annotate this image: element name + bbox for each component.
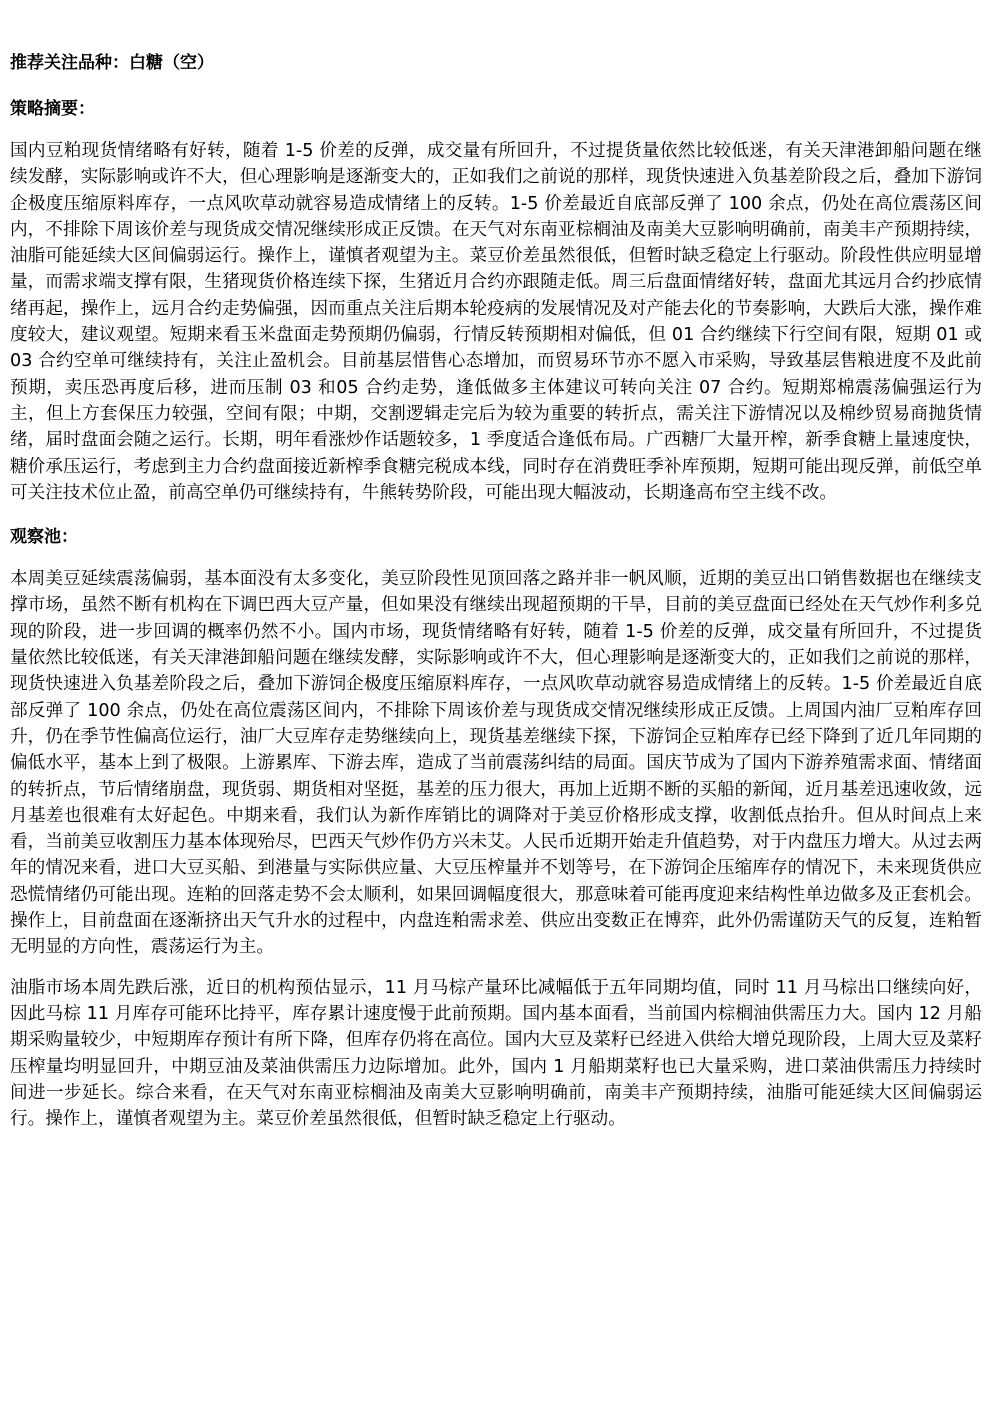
- document-page: [10, 50, 982, 1132]
- strategy-heading: 策略摘要：: [10, 99, 95, 119]
- watch-pool-heading: 观察池：: [10, 527, 78, 548]
- recommend-heading: [10, 50, 982, 76]
- watch-pool-paragraph-oils: 油脂市场本周先跌后涨，近日的机构预估显示，11 月马棕产量环比减幅低于五年同期均值，同时 11 月马棕出口继续向好，因此马棕 11 月库存可能环比持平，库存累计速度慢于此前预期。国内基本面看，当前国内棕榈油供需压力大。国内 12 月船期采购量较少，中短期库存预计有所下降，但库存仍将在高位。国内大豆及菜籽已经进入供给大增兑现阶段，上周大豆及菜籽压榨量均明显回升，中期豆油及菜油供需压力边际增加。此外，国内 1 月船期菜籽也已大量采购，进口菜油供需压力持续时间进一步延长。综合来看，在天气对东南亚棕榈油及南美大豆影响明确前，南美丰产预期持续，油脂可能延续大区间偏弱运行。操作上，谨慎者观望为主。菜豆价差虽然很低，但暂时缺乏稳定上行驱动。: [10, 977, 982, 1130]
- recommend-value: 白糖（空）: [129, 53, 214, 73]
- strategy-paragraph: 国内豆粕现货情绪略有好转，随着 1-5 价差的反弹，成交量有所回升，不过提货量依然比较低迷，有关天津港卸船问题在继续发酵，实际影响或许不大，但心理影响是逐渐变大的，正如我们之前说的那样，现货快速进入负基差阶段之后，叠加下游饲企极度压缩原料库存，一点风吹草动就容易造成情绪上的反转。1-5 价差最近自底部反弹了 100 余点，仍处在高位震荡区间内，不排除下周该价差与现货成交情况继续形成正反馈。在天气对东南亚棕榈油及南美大豆影响明确前，南美丰产预期持续，油脂可能延续大区间偏弱运行。操作上，谨慎者观望为主。菜豆价差虽然很低，但暂时缺乏稳定上行驱动。阶段性供应明显增量，而需求端支撑有限，生猪现货价格连续下探，生猪近月合约亦跟随走低。周三后盘面情绪好转，盘面尤其远月合约抄底情绪再起，操作上，远月合约走势偏强，因而重点关注后期本轮疫病的发展情况及对产能去化的节奏影响，大跌后大涨，操作难度较大，建议观望。短期来看玉米盘面走势预期仍偏弱，行情反转预期相对偏低，但 01 合约继续下行空间有限，短期 01 或 03 合约空单可继续持有，关注止盈机会。目前基层惜售心态增加，而贸易环节亦不愿入市采购，导致基层售粮进度不及此前预期，卖压恐再度后移，进而压制 03 和05 合约走势，逢低做多主体建议可转向关注 07 合约。短期郑棉震荡偏强运行为主，但上方套保压力较强，空间有限；中期，交割逻辑走完后为较为重要的转折点，需关注下游情况以及棉纱贸易商抛货情绪，届时盘面会随之运行。长期，明年看涨炒作话题较多，1 季度适合逢低布局。广西糖厂大量开榨，新季食糖上量速度快，糖价承压运行，考虑到主力合约盘面接近新榨季食糖完税成本线，同时存在消费旺季补库预期，短期可能出现反弹，前低空单可关注技术位止盈，前高空单仍可继续持有，牛熊转势阶段，可能出现大幅波动，长期逢高布空主线不改。: [10, 141, 982, 503]
- watch-pool-paragraph-soymeal: 本周美豆延续震荡偏弱，基本面没有太多变化，美豆阶段性见顶回落之路并非一帆风顺，近期的美豆出口销售数据也在继续支撑市场，虽然不断有机构在下调巴西大豆产量，但如果没有继续出现超预期的干旱，目前的美豆盘面已经处在天气炒作利多兑现的阶段，进一步回调的概率仍然不小。国内市场，现货情绪略有好转，随着 1-5 价差的反弹，成交量有所回升，不过提货量依然比较低迷，有关天津港卸船问题在继续发酵，实际影响或许不大，但心理影响是逐渐变大的，正如我们之前说的那样，现货快速进入负基差阶段之后，叠加下游饲企极度压缩原料库存，一点风吹草动就容易造成情绪上的反转。1-5 价差最近自底部反弹了 100 余点，仍处在高位震荡区间内，不排除下周该价差与现货成交情况继续形成正反馈。上周国内油厂豆粕库存回升，仍在季节性偏高位运行，油厂大豆库存走势继续向上，现货基差继续下探，下游饲企豆粕库存已经下降到了近几年同期的偏低水平，基本上到了极限。上游累库、下游去库，造成了当前震荡纠结的局面。国庆节成为了国内下游养殖需求面、情绪面的转折点，节后情绪崩盘，现货弱、期货相对坚挺，基差的压力很大，再加上近期不断的买船的新闻，近月基差迅速收敛，远月基差也很难有太好起色。中期来看，我们认为新作库销比的调降对于美豆价格形成支撑，收割低点抬升。但从时间点上来看，当前美豆收割压力基本体现殆尽，巴西天气炒作仍方兴未艾。人民币近期开始走升值趋势，对于内盘压力增大。从过去两年的情况来看，进口大豆买船、到港量与实际供应量、大豆压榨量并不划等号，在下游饲企压缩库存的情况下，未来现货供应恐慌情绪仍可能出现。连粕的回落走势不会太顺利，如果回调幅度很大，那意味着可能再度迎来结构性单边做多及正套机会。操作上，目前盘面在逐渐挤出天气升水的过程中，内盘连粕需求差、供应出变数正在博弈，此外仍需谨防天气的反复，连粕暂无明显的方向性，震荡运行为主。: [10, 569, 982, 958]
- recommend-label: 推荐关注品种：: [10, 53, 129, 73]
